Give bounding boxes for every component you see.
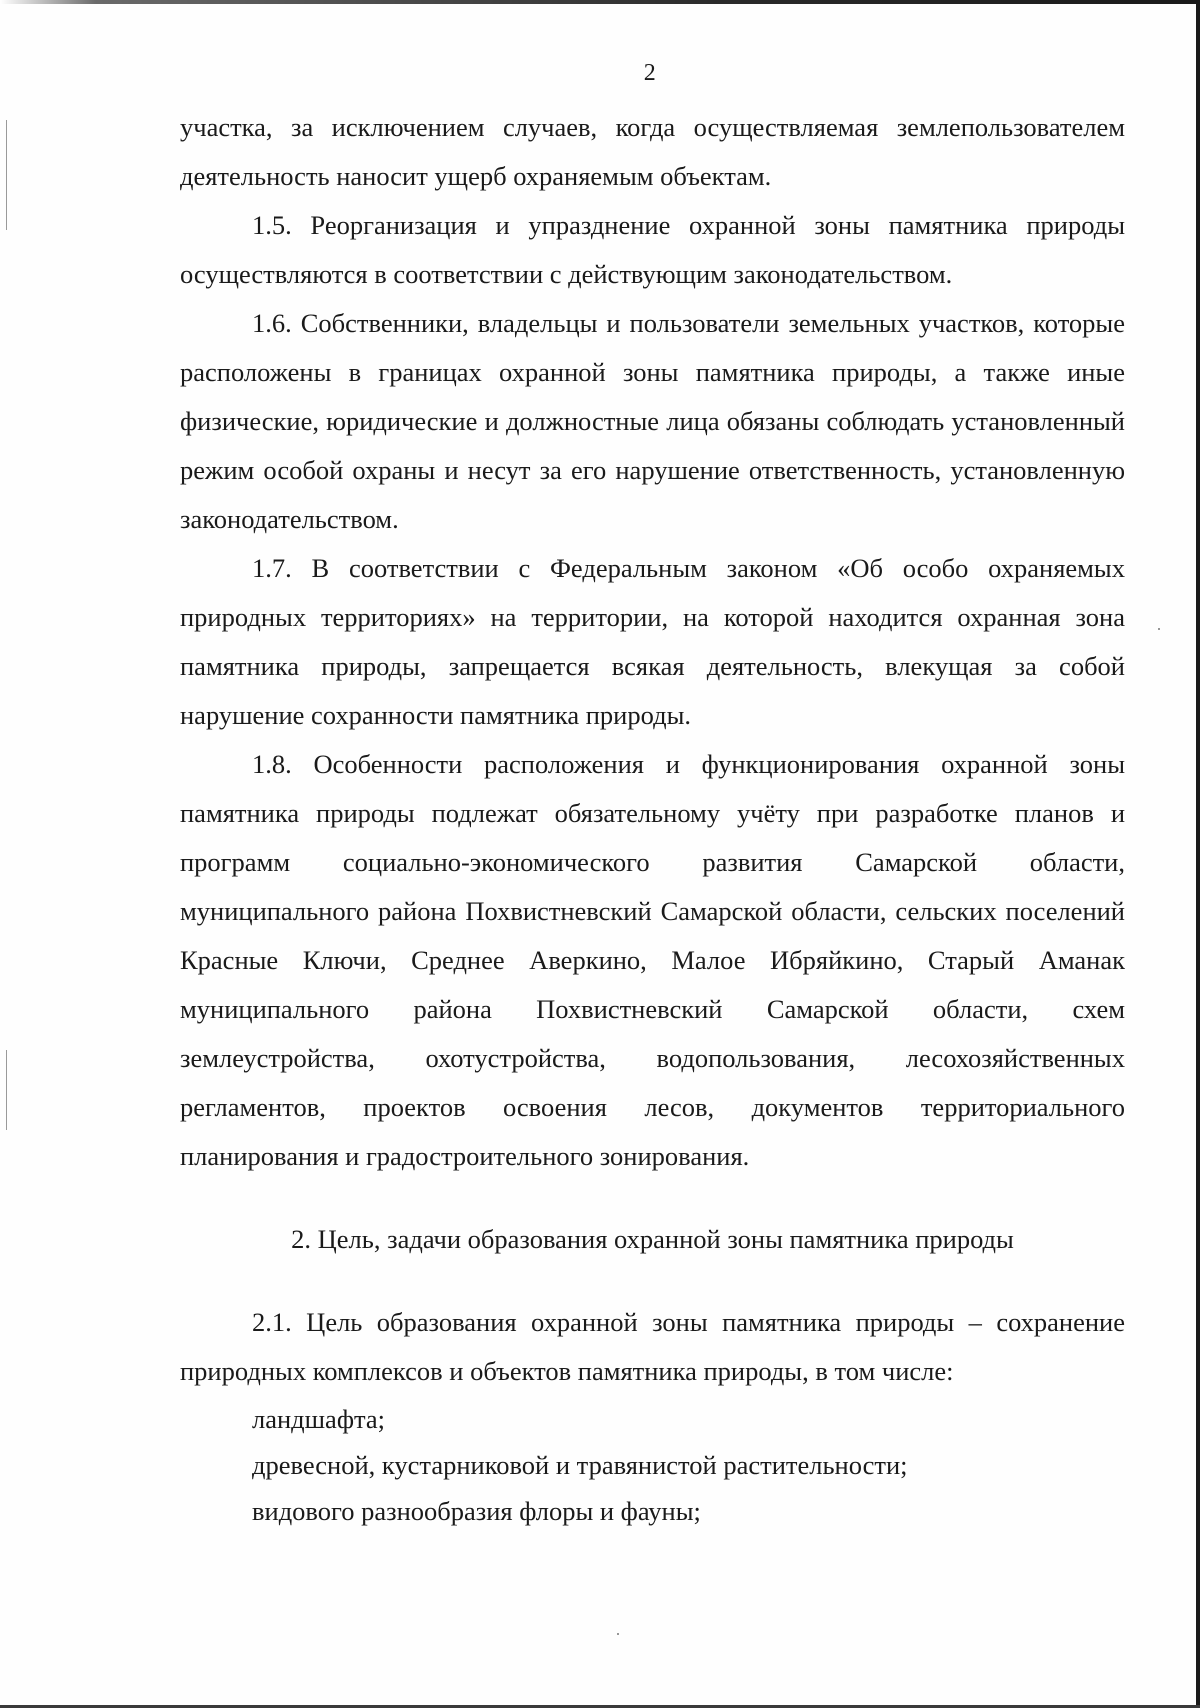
scan-right-edge	[1196, 0, 1200, 1708]
paragraph-continuation: участка, за исключением случаев, когда осуществляемая землепользователем деятельность наносит ущерб охраняемым объектам.	[180, 112, 1125, 191]
paragraph-1-5: 1.5. Реорганизация и упразднение охранной зоны памятника природы осуществляются в соответствии с действующим законодательством.	[180, 210, 1125, 289]
list-item: видового разнообразия флоры и фауны;	[252, 1496, 701, 1526]
spacer	[180, 1264, 1125, 1298]
document-body	[180, 103, 1125, 1534]
scan-speck	[617, 1633, 619, 1635]
list-item: ландшафта;	[252, 1404, 386, 1434]
paragraph-2-1: 2.1. Цель образования охранной зоны памятника природы – сохранение природных комплексов и объектов памятника природы, в том числе:	[180, 1307, 1125, 1386]
scan-top-edge	[0, 0, 1200, 4]
scan-left-mark	[6, 1050, 7, 1130]
scan-speck	[1158, 628, 1160, 630]
page-number: 2	[643, 60, 657, 86]
spacer	[180, 1181, 1125, 1215]
paragraph-1-8: 1.8. Особенности расположения и функционирования охранной зоны памятника природы подлежат обязательному учёту при разработке планов и программ социально-экономического развития Самарской области, муниципального района Похвистневский Самарской области, сельских поселений Красные Ключи, Среднее Аверкино, Малое Ибряйкино, Старый Аманак муниципального района Похвистневский Самарской области, схем землеустройства, охотустройства, водопользования, лесохозяйственных регламентов, проектов освоения лесов, документов территориального планирования и градостроительного зонирования.	[180, 749, 1125, 1171]
section-2-heading: 2. Цель, задачи образования охранной зоны памятника природы	[291, 1224, 1014, 1254]
list-item: древесной, кустарниковой и травянистой растительности;	[252, 1450, 908, 1480]
scan-left-mark	[6, 120, 7, 230]
paragraph-1-7: 1.7. В соответствии с Федеральным законом «Об особо охраняемых природных территориях» на территории, на которой находится охранная зона памятника природы, запрещается всякая деятельность, влекущая за собой нарушение сохранности памятника природы.	[180, 553, 1125, 730]
paragraph-1-6: 1.6. Собственники, владельцы и пользователи земельных участков, которые расположены в границах охранной зоны памятника природы, а также иные физические, юридические и должностные лица обязаны соблюдать установленный режим особой охраны и несут за его нарушение ответственность, установленную законодательством.	[180, 308, 1125, 534]
